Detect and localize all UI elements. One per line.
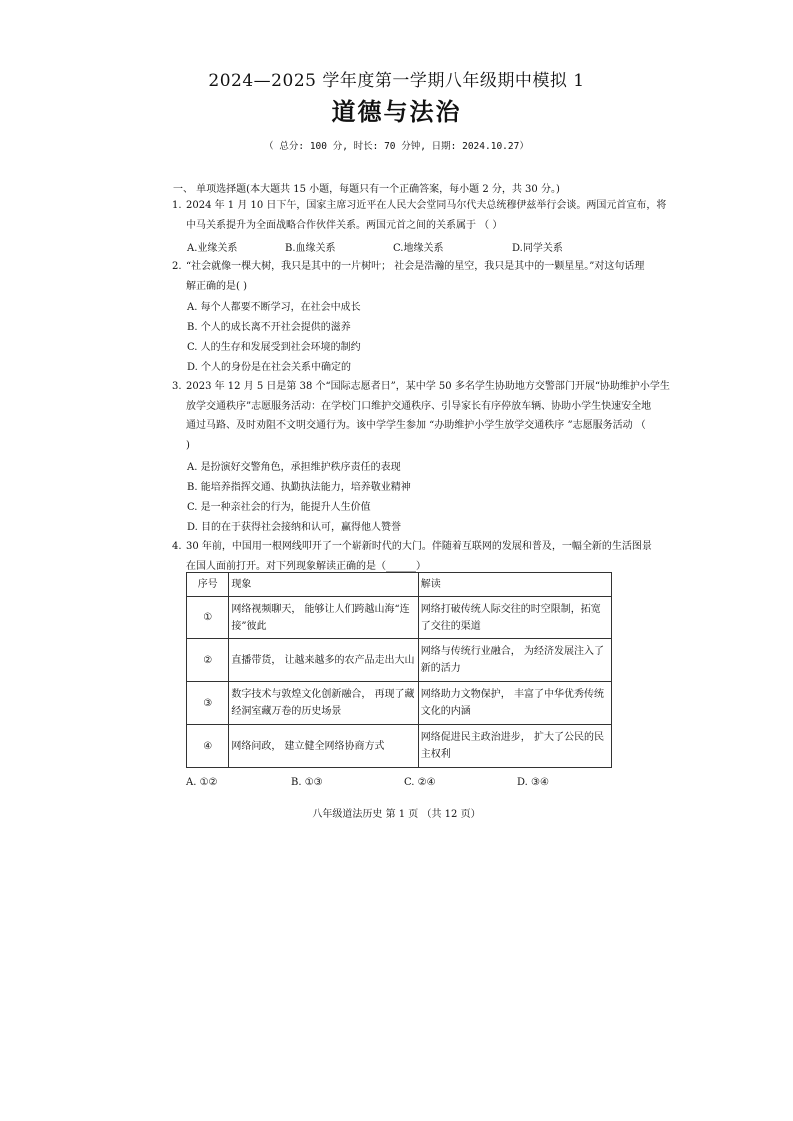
table-cell: ②	[187, 639, 229, 682]
table-cell: 直播带货， 让越来越多的农产品走出大山	[229, 639, 418, 682]
table-header: 序号	[187, 573, 229, 597]
table-header-row	[187, 573, 612, 597]
stem-line: 在国人面前打开。对下列现象解读正确的是（______）	[186, 560, 426, 572]
option-d: D. 目的在于获得社会接纳和认可，赢得他人赞誉	[187, 522, 402, 533]
table-cell: ④	[187, 725, 229, 768]
table-cell: ③	[187, 682, 229, 725]
phenomenon-table	[186, 572, 612, 768]
option-b: B. 个人的成长离不开社会提供的滋养	[187, 322, 351, 333]
option-c: C.地缘关系	[393, 243, 444, 254]
option-c: C. ②④	[404, 777, 436, 788]
option-a: A. 是扮演好交警角色，承担维护秩序责任的表现	[187, 462, 401, 473]
question-number: 2.	[172, 261, 182, 272]
table-cell: 网络问政， 建立健全网络协商方式	[229, 725, 418, 768]
table-header: 解读	[418, 573, 611, 597]
stem-line: )	[186, 439, 190, 451]
stem-line: 中马关系提升为全面战略合作伙伴关系。两国元首之间的关系属于 （ ）	[186, 219, 503, 231]
option-d: D. 个人的身份是在社会关系中确定的	[187, 362, 352, 373]
question-2	[172, 257, 724, 296]
question-stem	[186, 257, 724, 296]
question-number: 3.	[172, 381, 182, 392]
table-header: 现象	[229, 573, 418, 597]
stem-line: 30 年前，中国用一根网线叩开了一个崭新时代的大门。伴随着互联网的发展和普及，一幅全新的生活图景	[186, 541, 652, 552]
table-cell: 网络促进民主政治进步， 扩大了公民的民主权利	[418, 725, 611, 768]
stem-line: 放学交通秩序”志愿服务活动：在学校门口维护交通秩序、引导家长有序停放车辆、协助小学生快速安全地	[186, 400, 652, 412]
table-row	[187, 597, 612, 639]
option-a: A.业缘关系	[187, 243, 238, 254]
stem-line: 2023 年 12 月 5 日是第 38 个“国际志愿者日”，某中学 50 多名学生协助地方交警部门开展“协助维护小学生	[186, 381, 670, 392]
stem-line: “社会就像一棵大树，我只是其中的一片树叶； 社会是浩瀚的星空，我只是其中的一颗星星。”对这句话理	[186, 261, 645, 272]
question-number: 1.	[172, 200, 182, 211]
option-c: C. 是一种亲社会的行为，能提升人生价值	[187, 502, 371, 513]
option-c: C. 人的生存和发展受到社会环境的制约	[187, 342, 361, 353]
question-stem	[186, 377, 724, 455]
option-b: B.血缘关系	[285, 243, 336, 254]
table-cell: 网络与传统行业融合， 为经济发展注入了新的活力	[418, 639, 611, 682]
question-4	[172, 537, 724, 576]
table-row	[187, 639, 612, 682]
table-row	[187, 682, 612, 725]
question-number: 4.	[172, 541, 182, 552]
question-1	[172, 196, 724, 235]
table-cell: ①	[187, 597, 229, 639]
option-a: A. ①②	[186, 777, 218, 788]
option-a: A. 每个人都要不断学习，在社会中成长	[187, 302, 361, 313]
option-b: B. ①③	[291, 777, 323, 788]
page-footer: 八年级道法历史 第 1 页 （共 12 页）	[312, 809, 481, 820]
table-cell: 网络助力文物保护， 丰富了中华优秀传统文化的内涵	[418, 682, 611, 725]
stem-line: 通过马路、及时劝阻不文明交通行为。该中学学生参加 “办助维护小学生放学交通秩序 ”志愿服务活动 （	[186, 420, 646, 431]
question-stem	[186, 537, 724, 576]
subject-title: 道德与法治	[331, 97, 462, 126]
option-d: D.同学关系	[512, 243, 563, 254]
table-cell: 数字技术与敦煌文化创新融合， 再现了藏经洞室藏万卷的历史场景	[229, 682, 418, 725]
stem-line: 解正确的是( )	[186, 280, 247, 292]
option-d: D. ③④	[517, 777, 549, 788]
question-3	[172, 377, 724, 455]
table-cell: 网络视频聊天， 能够让人们跨越山海“连接”彼此	[229, 597, 418, 639]
exam-title: 2024—2025 学年度第一学期八年级期中模拟 1	[208, 71, 585, 91]
table-row	[187, 725, 612, 768]
question-stem	[186, 196, 724, 235]
stem-line: 2024 年 1 月 10 日下午，国家主席习近平在人民大会堂同马尔代夫总统穆伊兹举行会谈。两国元首宣布，将	[186, 200, 667, 211]
option-b: B. 能培养指挥交通、执勤执法能力，培养敬业精神	[187, 482, 411, 493]
section-heading: 一、 单项选择题(本大题共 15 小题，每题只有一个正确答案，每小题 2 分，共 30 分。)	[173, 184, 560, 195]
exam-info: （ 总分: 100 分, 时长: 70 分钟, 日期: 2024.10.27）	[264, 141, 529, 152]
table-cell: 网络打破传统人际交往的时空限制，拓宽了交往的渠道	[418, 597, 611, 639]
